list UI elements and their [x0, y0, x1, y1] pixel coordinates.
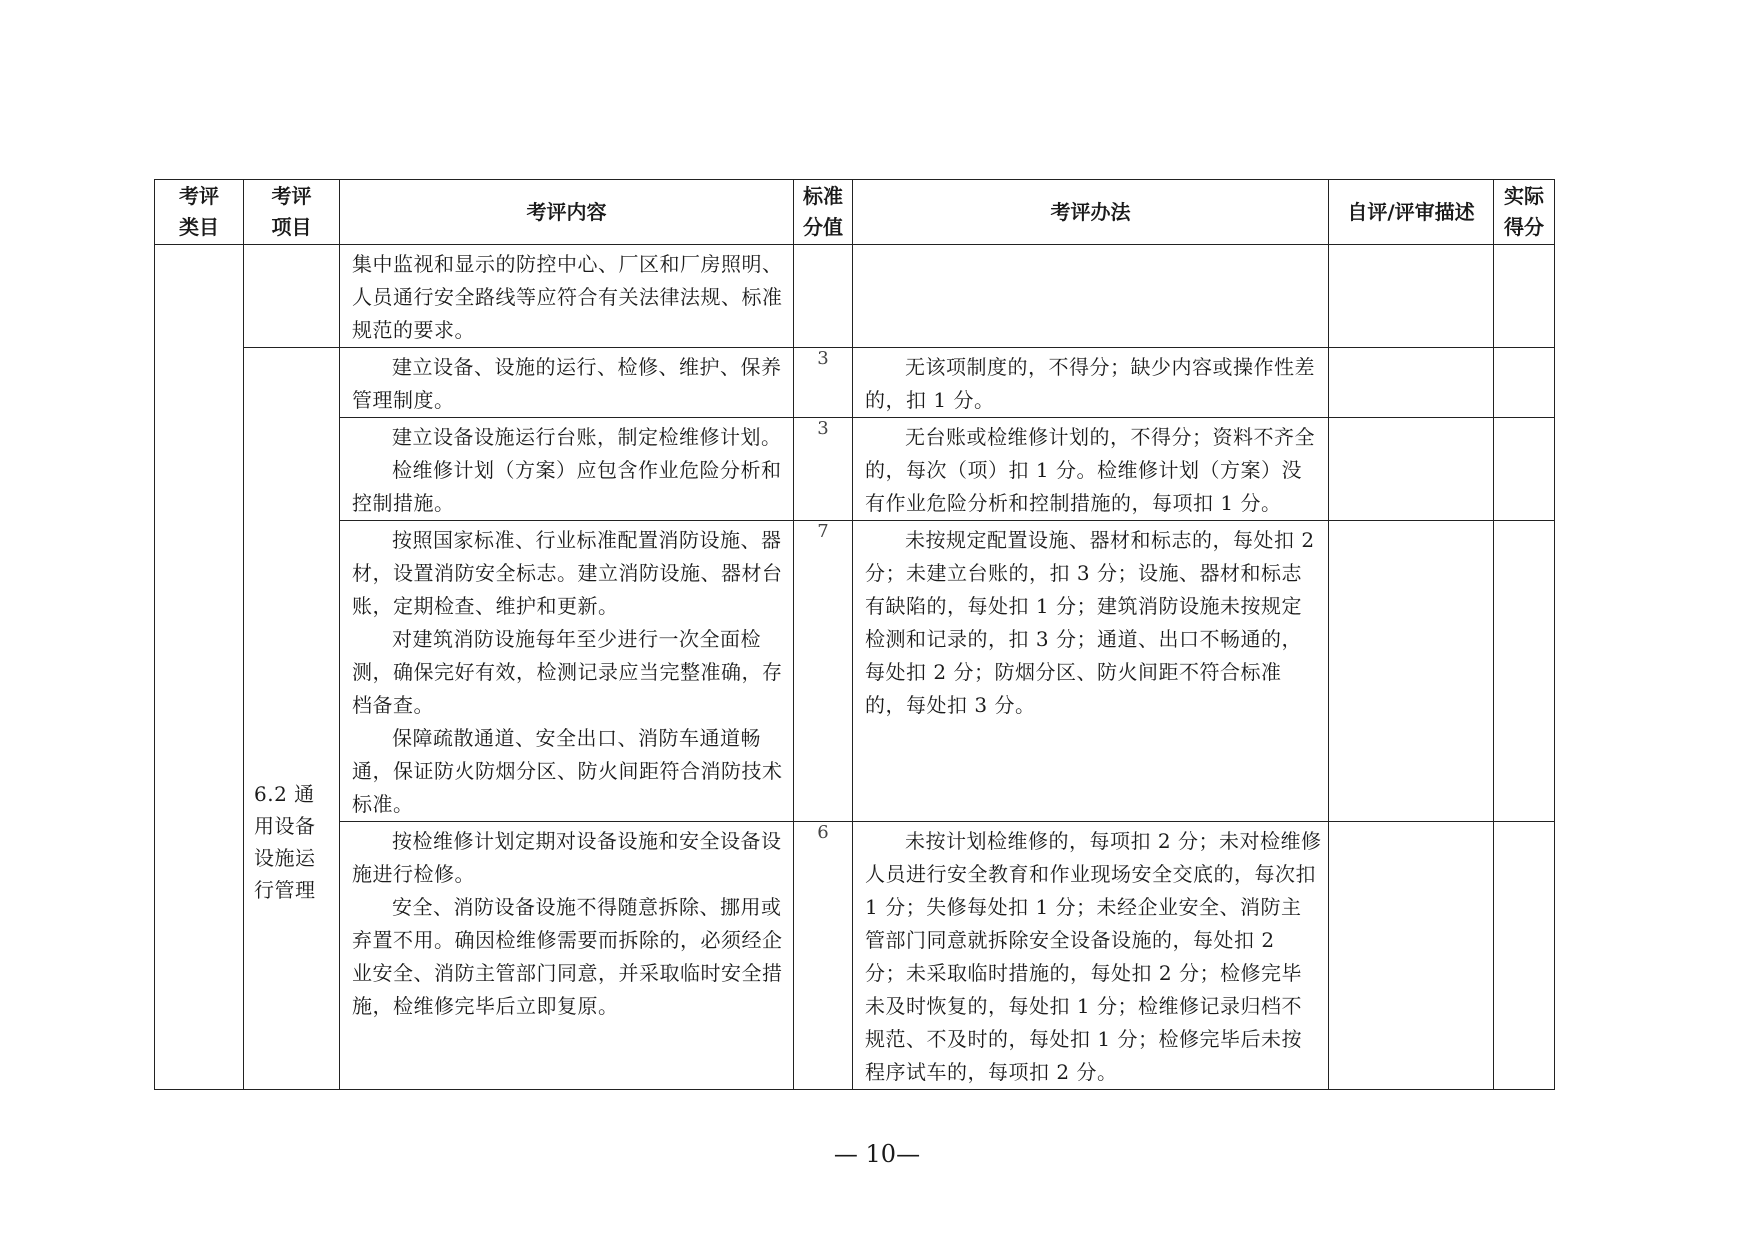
score-cell [794, 245, 853, 348]
header-item: 考评 项目 [244, 180, 340, 245]
content-cell: 集中监视和显示的防控中心、厂区和厂房照明、人员通行安全路线等应符合有关法律法规、标准规范的要求。 [340, 245, 794, 348]
actual-score-cell [1494, 245, 1555, 348]
method-cell: 未按计划检维修的，每项扣 2 分；未对检维修人员进行安全教育和作业现场安全交底的，每次扣 1 分；失修每处扣 1 分；未经企业安全、消防主管部门同意就拆除安全设备设施的，每处扣 2 分；未采取临时措施的，每处扣 2 分；检修完毕未及时恢复的，每处扣 1 分；检维修记录归档不规范、不及时的，每处扣 1 分；检修完毕后未按程序试车的，每项扣 2 分。 [853, 822, 1329, 1090]
score-cell: 3 [794, 348, 853, 418]
self-review-cell [1329, 245, 1494, 348]
item-cell-empty [244, 245, 340, 348]
score-cell: 3 [794, 418, 853, 521]
table-row [155, 348, 1555, 418]
method-cell: 无台账或检维修计划的，不得分；资料不齐全的，每次（项）扣 1 分。检维修计划（方案）没有作业危险分析和控制措施的，每项扣 1 分。 [853, 418, 1329, 521]
content-cell: 按检维修计划定期对设备设施和安全设备设施进行检修。 安全、消防设备设施不得随意拆除、挪用或弃置不用。确因检维修需要而拆除的，必须经企业安全、消防主管部门同意，并采取临时安全措施，检维修完毕后立即复原。 [340, 822, 794, 1090]
method-cell: 无该项制度的，不得分；缺少内容或操作性差的，扣 1 分。 [853, 348, 1329, 418]
actual-score-cell [1494, 822, 1555, 1090]
score-cell: 7 [794, 521, 853, 822]
evaluation-table [154, 179, 1555, 1090]
header-content: 考评内容 [340, 180, 794, 245]
actual-score-cell [1494, 521, 1555, 822]
header-row [155, 180, 1555, 245]
table-row [155, 822, 1555, 1090]
content-cell: 建立设备设施运行台账，制定检维修计划。 检维修计划（方案）应包含作业危险分析和控制措施。 [340, 418, 794, 521]
method-cell [853, 245, 1329, 348]
table-row [155, 418, 1555, 521]
table-row [155, 245, 1555, 348]
content-cell: 建立设备、设施的运行、检修、维护、保养管理制度。 [340, 348, 794, 418]
item-label: 6.2 通用设备设施运行管理 [254, 782, 316, 902]
actual-score-cell [1494, 348, 1555, 418]
header-method: 考评办法 [853, 180, 1329, 245]
self-review-cell [1329, 822, 1494, 1090]
score-cell: 6 [794, 822, 853, 1090]
header-self-review: 自评/评审描述 [1329, 180, 1494, 245]
category-cell [155, 245, 244, 1090]
content-cell: 按照国家标准、行业标准配置消防设施、器材，设置消防安全标志。建立消防设施、器材台账，定期检查、维护和更新。 对建筑消防设施每年至少进行一次全面检测，确保完好有效，检测记录应当完整准确，存档备查。 保障疏散通道、安全出口、消防车通道畅通，保证防火防烟分区、防火间距符合消防技术标准。 [340, 521, 794, 822]
page-number: — 10— [833, 1140, 921, 1168]
header-category: 考评 类目 [155, 180, 244, 245]
header-score: 标准 分值 [794, 180, 853, 245]
item-cell [244, 348, 340, 1090]
method-cell: 未按规定配置设施、器材和标志的，每处扣 2 分；未建立台账的，扣 3 分；设施、器材和标志有缺陷的，每处扣 1 分；建筑消防设施未按规定检测和记录的，扣 3 分；通道、出口不畅通的，每处扣 2 分；防烟分区、防火间距不符合标准的，每处扣 3 分。 [853, 521, 1329, 822]
self-review-cell [1329, 418, 1494, 521]
table-row [155, 521, 1555, 822]
header-actual-score: 实际 得分 [1494, 180, 1555, 245]
self-review-cell [1329, 521, 1494, 822]
actual-score-cell [1494, 418, 1555, 521]
self-review-cell [1329, 348, 1494, 418]
